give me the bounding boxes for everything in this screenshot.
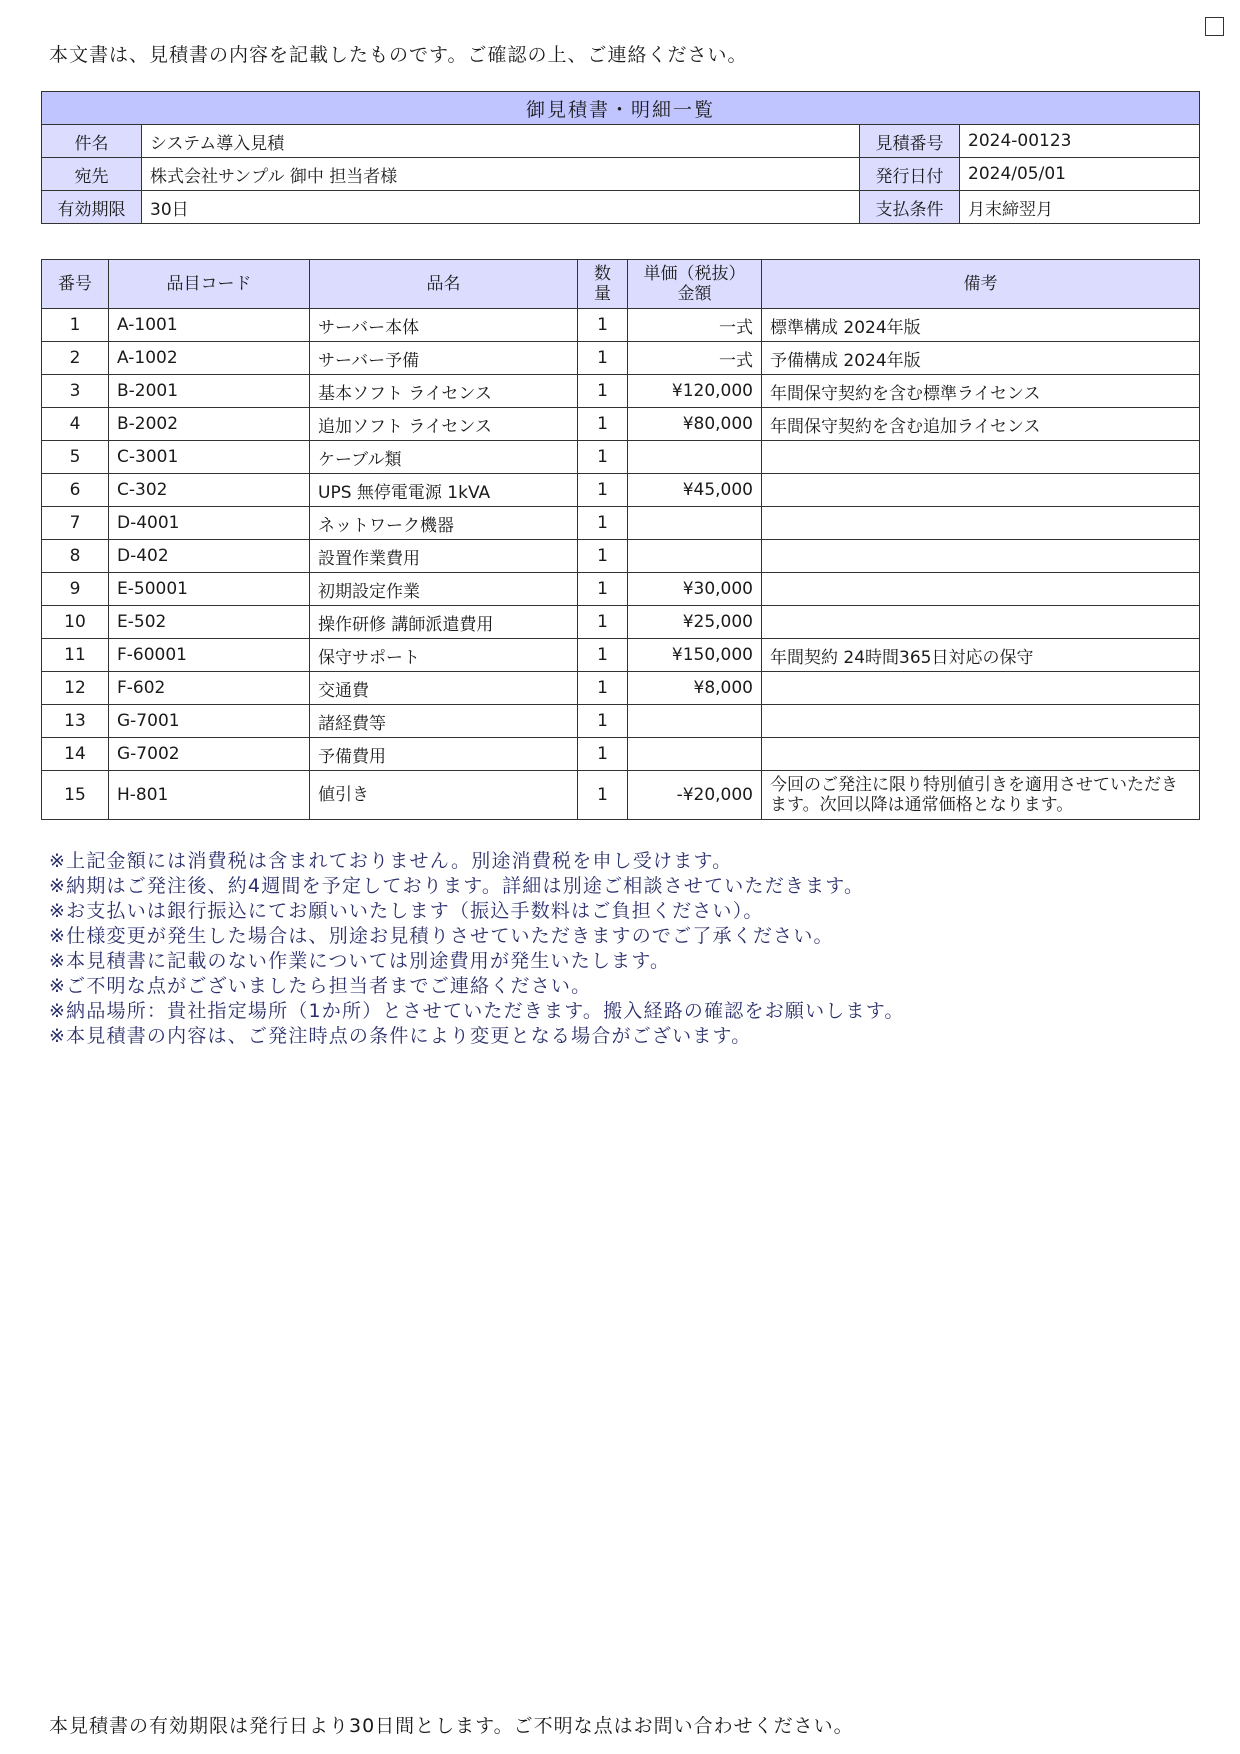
cell-note bbox=[762, 540, 1200, 573]
cell-name: 操作研修 講師派遣費用 bbox=[310, 606, 578, 639]
cell-price: -¥20,000 bbox=[628, 771, 762, 820]
cell-note bbox=[762, 474, 1200, 507]
table-row bbox=[42, 705, 1200, 738]
cell-qty: 1 bbox=[578, 540, 628, 573]
cell-no: 2 bbox=[42, 342, 109, 375]
info-value-payment: 月末締翌月 bbox=[960, 191, 1200, 224]
note-line: ※納期はご発注後、約4週間を予定しております。詳細は別途ご相談させていただきます。 bbox=[49, 875, 865, 897]
cell-qty: 1 bbox=[578, 606, 628, 639]
cell-qty: 1 bbox=[578, 474, 628, 507]
cell-note: 年間保守契約を含む標準ライセンス bbox=[762, 375, 1200, 408]
note-line: ※納品場所：貴社指定場所（1か所）とさせていただきます。搬入経路の確認をお願いします。 bbox=[49, 1000, 905, 1022]
cell-no: 13 bbox=[42, 705, 109, 738]
cell-name: UPS 無停電電源 1kVA bbox=[310, 474, 578, 507]
cell-price: ¥8,000 bbox=[628, 672, 762, 705]
cell-note: 予備構成 2024年版 bbox=[762, 342, 1200, 375]
cell-qty: 1 bbox=[578, 705, 628, 738]
note-line: ※仕様変更が発生した場合は、別途お見積りさせていただきますのでご了承ください。 bbox=[49, 925, 834, 947]
note-line: ※お支払いは銀行振込にてお願いいたします（振込手数料はご負担ください）。 bbox=[49, 900, 764, 922]
cell-code: H-801 bbox=[109, 771, 310, 820]
cell-price: 一式 bbox=[628, 342, 762, 375]
cell-no: 10 bbox=[42, 606, 109, 639]
cell-price: ¥45,000 bbox=[628, 474, 762, 507]
column-header-name: 品名 bbox=[310, 260, 578, 309]
cell-name: 設置作業費用 bbox=[310, 540, 578, 573]
cell-name: 追加ソフト ライセンス bbox=[310, 408, 578, 441]
cell-note bbox=[762, 738, 1200, 771]
column-header-no: 番号 bbox=[42, 260, 109, 309]
cell-qty: 1 bbox=[578, 672, 628, 705]
cell-no: 8 bbox=[42, 540, 109, 573]
info-label-subject: 件名 bbox=[42, 125, 142, 158]
table-row bbox=[42, 507, 1200, 540]
table-row bbox=[42, 606, 1200, 639]
info-label-validity: 有効期限 bbox=[42, 191, 142, 224]
page-corner-box bbox=[1205, 17, 1224, 36]
info-label-payment: 支払条件 bbox=[860, 191, 960, 224]
cell-code: C-3001 bbox=[109, 441, 310, 474]
table-row bbox=[42, 342, 1200, 375]
cell-note bbox=[762, 672, 1200, 705]
cell-name: 予備費用 bbox=[310, 738, 578, 771]
cell-no: 5 bbox=[42, 441, 109, 474]
note-line: ※本見積書に記載のない作業については別途費用が発生いたします。 bbox=[49, 950, 671, 972]
cell-qty: 1 bbox=[578, 639, 628, 672]
cell-name: 値引き bbox=[310, 771, 578, 820]
cell-qty: 1 bbox=[578, 771, 628, 820]
cell-code: F-602 bbox=[109, 672, 310, 705]
info-value-date: 2024/05/01 bbox=[960, 158, 1200, 191]
cell-note: 年間保守契約を含む追加ライセンス bbox=[762, 408, 1200, 441]
cell-code: A-1002 bbox=[109, 342, 310, 375]
info-table bbox=[41, 91, 1200, 224]
cell-qty: 1 bbox=[578, 441, 628, 474]
cell-price: ¥120,000 bbox=[628, 375, 762, 408]
cell-name: 交通費 bbox=[310, 672, 578, 705]
cell-note bbox=[762, 606, 1200, 639]
cell-name: ネットワーク機器 bbox=[310, 507, 578, 540]
cell-code: G-7001 bbox=[109, 705, 310, 738]
cell-qty: 1 bbox=[578, 309, 628, 342]
cell-price: ¥150,000 bbox=[628, 639, 762, 672]
cell-note bbox=[762, 573, 1200, 606]
cell-note: 今回のご発注に限り特別値引きを適用させていただきます。次回以降は通常価格となります。 bbox=[762, 771, 1200, 820]
info-label-recipient: 宛先 bbox=[42, 158, 142, 191]
cell-name: ケーブル類 bbox=[310, 441, 578, 474]
column-header-note: 備考 bbox=[762, 260, 1200, 309]
info-value-recipient: 株式会社サンプル 御中 担当者様 bbox=[142, 158, 860, 191]
note-line: ※本見積書の内容は、ご発注時点の条件により変更となる場合がございます。 bbox=[49, 1025, 752, 1047]
table-row bbox=[42, 738, 1200, 771]
cell-code: E-502 bbox=[109, 606, 310, 639]
info-label-number: 見積番号 bbox=[860, 125, 960, 158]
cell-price: ¥80,000 bbox=[628, 408, 762, 441]
cell-code: B-2002 bbox=[109, 408, 310, 441]
table-row bbox=[42, 441, 1200, 474]
cell-no: 1 bbox=[42, 309, 109, 342]
items-table bbox=[41, 259, 1200, 820]
table-row bbox=[42, 771, 1200, 820]
cell-qty: 1 bbox=[578, 507, 628, 540]
cell-price bbox=[628, 540, 762, 573]
cell-price bbox=[628, 738, 762, 771]
page-header: 本文書は、見積書の内容を記載したものです。ご確認の上、ご連絡ください。 bbox=[49, 44, 748, 66]
info-label-date: 発行日付 bbox=[860, 158, 960, 191]
cell-no: 3 bbox=[42, 375, 109, 408]
cell-qty: 1 bbox=[578, 408, 628, 441]
cell-price: ¥30,000 bbox=[628, 573, 762, 606]
cell-note: 年間契約 24時間365日対応の保守 bbox=[762, 639, 1200, 672]
cell-no: 6 bbox=[42, 474, 109, 507]
cell-price bbox=[628, 441, 762, 474]
info-value-subject: システム導入見積 bbox=[142, 125, 860, 158]
cell-name: 初期設定作業 bbox=[310, 573, 578, 606]
table-row bbox=[42, 672, 1200, 705]
note-line: ※ご不明な点がございましたら担当者までご連絡ください。 bbox=[49, 975, 592, 997]
cell-name: 基本ソフト ライセンス bbox=[310, 375, 578, 408]
page-footer: 本見積書の有効期限は発行日より30日間とします。ご不明な点はお問い合わせください。 bbox=[49, 1715, 854, 1737]
cell-code: A-1001 bbox=[109, 309, 310, 342]
column-header-code: 品目コード bbox=[109, 260, 310, 309]
cell-code: D-4001 bbox=[109, 507, 310, 540]
note-line: ※上記金額には消費税は含まれておりません。別途消費税を申し受けます。 bbox=[49, 850, 733, 872]
items-body bbox=[42, 309, 1200, 820]
cell-qty: 1 bbox=[578, 375, 628, 408]
table-row bbox=[42, 408, 1200, 441]
cell-code: D-402 bbox=[109, 540, 310, 573]
cell-qty: 1 bbox=[578, 573, 628, 606]
cell-name: サーバー予備 bbox=[310, 342, 578, 375]
table-row bbox=[42, 375, 1200, 408]
cell-code: F-60001 bbox=[109, 639, 310, 672]
cell-code: E-50001 bbox=[109, 573, 310, 606]
table-row bbox=[42, 474, 1200, 507]
cell-no: 15 bbox=[42, 771, 109, 820]
cell-qty: 1 bbox=[578, 738, 628, 771]
info-value-validity: 30日 bbox=[142, 191, 860, 224]
cell-note: 標準構成 2024年版 bbox=[762, 309, 1200, 342]
table-row bbox=[42, 309, 1200, 342]
column-header-price: 単価（税抜）金額 bbox=[628, 260, 762, 309]
table-row bbox=[42, 573, 1200, 606]
cell-no: 9 bbox=[42, 573, 109, 606]
cell-note bbox=[762, 705, 1200, 738]
cell-code: G-7002 bbox=[109, 738, 310, 771]
cell-no: 4 bbox=[42, 408, 109, 441]
cell-price bbox=[628, 507, 762, 540]
cell-no: 14 bbox=[42, 738, 109, 771]
info-title: 御見積書・明細一覧 bbox=[42, 92, 1200, 125]
cell-qty: 1 bbox=[578, 342, 628, 375]
cell-no: 11 bbox=[42, 639, 109, 672]
column-header-qty: 数量 bbox=[578, 260, 628, 309]
table-row bbox=[42, 639, 1200, 672]
cell-name: 諸経費等 bbox=[310, 705, 578, 738]
cell-price: ¥25,000 bbox=[628, 606, 762, 639]
cell-name: サーバー本体 bbox=[310, 309, 578, 342]
cell-no: 12 bbox=[42, 672, 109, 705]
notes-section bbox=[49, 849, 905, 1049]
cell-note bbox=[762, 441, 1200, 474]
cell-code: C-302 bbox=[109, 474, 310, 507]
cell-price: 一式 bbox=[628, 309, 762, 342]
cell-name: 保守サポート bbox=[310, 639, 578, 672]
cell-price bbox=[628, 705, 762, 738]
cell-note bbox=[762, 507, 1200, 540]
table-row bbox=[42, 540, 1200, 573]
cell-code: B-2001 bbox=[109, 375, 310, 408]
cell-no: 7 bbox=[42, 507, 109, 540]
info-value-number: 2024-00123 bbox=[960, 125, 1200, 158]
